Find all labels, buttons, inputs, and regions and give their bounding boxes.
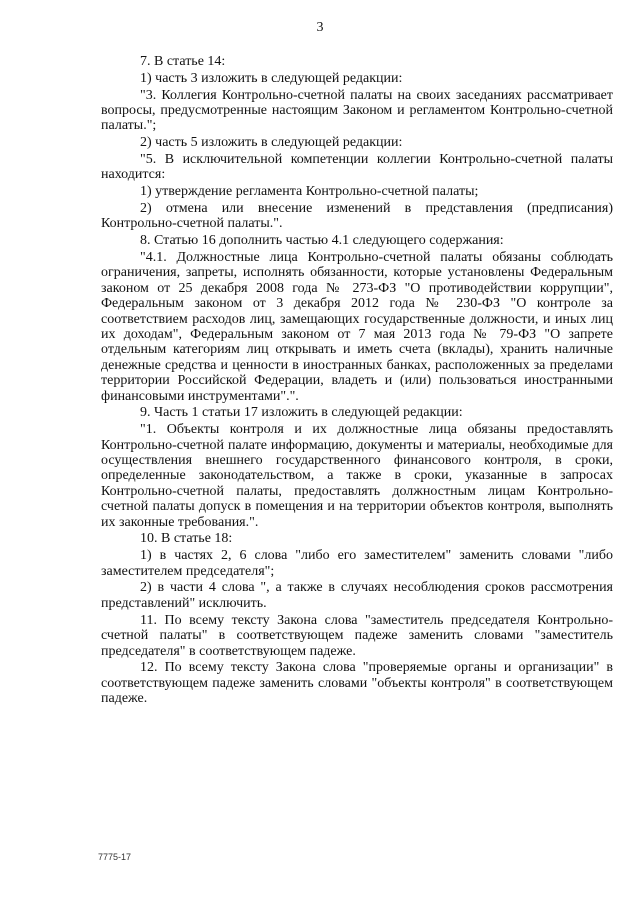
paragraph-article-14: 7. В статье 14: — [140, 54, 226, 69]
paragraph-part-3-intro: 1) часть 3 изложить в следующей редакции: — [140, 70, 403, 86]
page-number: 3 — [316, 20, 324, 35]
paragraph-item-12: 12. По всему тексту Закона слова "проверяемые органы и организации" в соответствующем падеже заменить словами "объекты контроля" в соответствующем падеже. — [101, 660, 613, 707]
paragraph-part-5-intro: 2) часть 5 изложить в следующей редакции: — [140, 135, 403, 151]
paragraph-part-5-text: "5. В исключительной компетенции коллегии Контрольно-счетной палаты находится: — [101, 152, 613, 183]
paragraph-article-18-item-1: 1) в частях 2, 6 слова "либо его заместителем" заменить словами "либо заместителем председателя"; — [101, 548, 613, 579]
document-body — [101, 54, 613, 708]
paragraph-item-11: 11. По всему тексту Закона слова "заместитель председателя Контрольно-счетной палаты" в соответствующем падеже заменить словами "заместитель председателя" в соответствующем падеже. — [101, 612, 613, 659]
paragraph-article-18: 10. В статье 18: — [140, 531, 233, 547]
paragraph-article-17-text: "1. Объекты контроля и их должностные лица обязаны предоставлять Контрольно-счетной палате информацию, документы и материалы, необходимые для осуществления внешнего государственного финансового контроля, в сроки, определенные законодательством, а также в сроки, указанные в запросах Контрольно-счетной палаты, предоставлять должностным лицам Контрольно-счетной палаты допуск в помещения и на территории объектов контроля, выполнять их законные требования.". — [101, 422, 613, 530]
paragraph-part-5-item-1: 1) утверждение регламента Контрольно-счетной палаты; — [140, 184, 479, 200]
paragraph-article-17: 9. Часть 1 статьи 17 изложить в следующей редакции: — [140, 405, 463, 421]
paragraph-part-5-item-2: 2) отмена или внесение изменений в представления (предписания) Контрольно-счетной палаты.". — [101, 201, 613, 232]
paragraph-article-18-item-2: 2) в части 4 слова ", а также в случаях несоблюдения сроков рассмотрения представлений" исключить. — [101, 580, 613, 611]
paragraph-part-4-1-text: "4.1. Должностные лица Контрольно-счетной палаты обязаны соблюдать ограничения, запреты, исполнять обязанности, которые установлены Федеральным законом от 25 декабря 2008 года № 273-ФЗ "О противодействии коррупции", Федеральным законом от 3 декабря 2012 года № 230-ФЗ "О контроле за соответствием расходов лиц, замещающих государственные должности, и иных лиц их доходам", Федеральным законом от 7 мая 2013 года № 79-ФЗ "О запрете отдельным категориям лиц открывать и иметь счета (вклады), хранить наличные денежные средства и ценности в иностранных банках, расположенных за пределами территории Российской Федерации, владеть и (или) пользоваться иностранными финансовыми инструментами".". — [101, 250, 613, 404]
paragraph-article-16: 8. Статью 16 дополнить частью 4.1 следующего содержания: — [140, 233, 504, 249]
footer-document-code: 7775-17 — [98, 852, 132, 862]
paragraph-part-3-text: "3. Коллегия Контрольно-счетной палаты на своих заседаниях рассматривает вопросы, предусмотренные настоящим Законом и регламентом Контрольно-счетной палаты."; — [101, 87, 613, 134]
